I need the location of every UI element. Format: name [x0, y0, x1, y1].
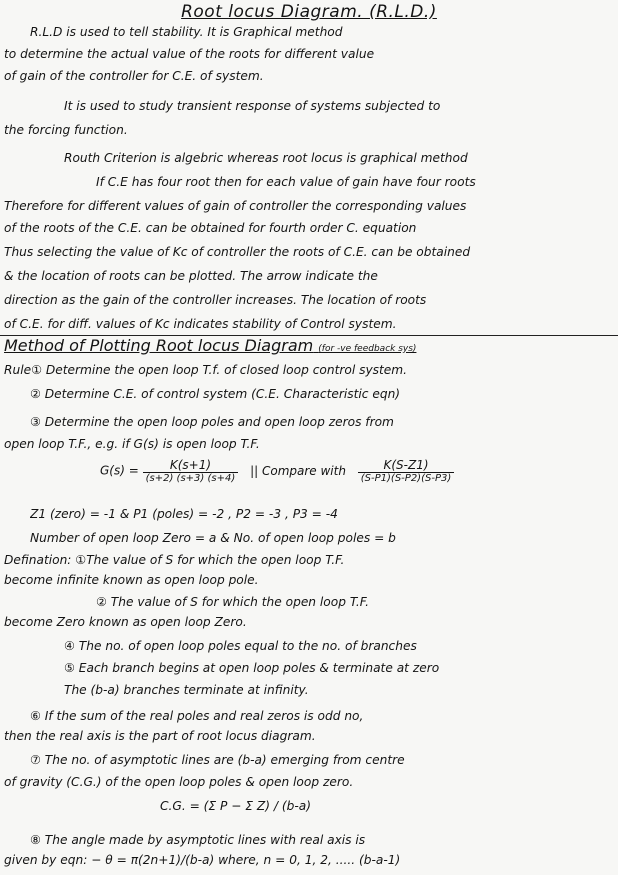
- rule-line: ② Determine C.E. of control system (C.E. Characteristic eqn): [30, 387, 401, 401]
- rule-line: open loop T.F., e.g. if G(s) is open loop T.F.: [4, 437, 260, 451]
- detail-line: ② The value of S for which the open loop T.F.: [96, 595, 370, 609]
- detail-line: then the real axis is the part of root locus diagram.: [4, 729, 316, 743]
- intro-line: & the location of roots can be plotted. The arrow indicate the: [4, 269, 378, 283]
- detail-line: ⑦ The no. of asymptotic lines are (b-a) emerging from centre: [30, 753, 405, 767]
- method-heading-text: Method of Plotting Root locus Diagram: [4, 336, 314, 355]
- detail-line: of gravity (C.G.) of the open loop poles & open loop zero.: [4, 775, 354, 789]
- intro-line: of C.E. for diff. values of Kc indicates stability of Control system.: [4, 317, 397, 331]
- detail-line: Number of open loop Zero = a & No. of open loop poles = b: [30, 531, 396, 545]
- intro-line: Thus selecting the value of Kc of controller the roots of C.E. can be obtained: [4, 245, 471, 259]
- intro-line: the forcing function.: [4, 123, 128, 137]
- formula-denominator-2: (S-P1)(S-P2)(S-P3): [360, 473, 452, 484]
- formula-compare: || Compare with: [250, 463, 346, 478]
- method-heading: [4, 336, 614, 355]
- intro-line: of the roots of the C.E. can be obtained for fourth order C. equation: [4, 221, 417, 235]
- intro-line: direction as the gain of the controller increases. The location of roots: [4, 293, 427, 307]
- detail-line: become infinite known as open loop pole.: [4, 573, 259, 587]
- method-note: (for -ve feedback sys): [318, 344, 417, 354]
- formula-lhs: G(s) =: [100, 463, 139, 478]
- detail-line: ⑤ Each branch begins at open loop poles & terminate at zero: [64, 661, 440, 675]
- detail-line: ⑥ If the sum of the real poles and real zeros is odd no,: [30, 709, 364, 723]
- intro-line: Routh Criterion is algebric whereas root locus is graphical method: [64, 151, 468, 165]
- detail-line: The (b-a) branches terminate at infinity.: [64, 683, 309, 697]
- intro-line: It is used to study transient response of systems subjected to: [64, 99, 441, 113]
- intro-line: If C.E has four root then for each value of gain have four roots: [96, 175, 476, 189]
- detail-line: C.G. = (Σ P − Σ Z) / (b-a): [160, 799, 311, 813]
- detail-line: ⑧ The angle made by asymptotic lines with real axis is: [30, 833, 366, 847]
- formula-numerator-1: K(s+1): [143, 458, 239, 473]
- page-title: Root locus Diagram. (R.L.D.): [181, 2, 437, 22]
- detail-line: ④ The no. of open loop poles equal to the no. of branches: [64, 639, 417, 653]
- detail-line: Defination: ①The value of S for which the open loop T.F.: [4, 553, 345, 567]
- detail-line: Z1 (zero) = -1 & P1 (poles) = -2 , P2 = -3 , P3 = -4: [30, 507, 338, 521]
- formula-fraction-1: [143, 458, 239, 484]
- detail-line: given by eqn: − θ = π(2n+1)/(b-a) where, n = 0, 1, 2, ..... (b-a-1): [4, 853, 401, 867]
- formula-numerator-2: K(S-Z1): [358, 458, 454, 473]
- intro-line: to determine the actual value of the roots for different value: [4, 47, 375, 61]
- rule-line: ③ Determine the open loop poles and open loop zeros from: [30, 415, 394, 429]
- formula-fraction-2: [358, 458, 454, 484]
- intro-line: of gain of the controller for C.E. of system.: [4, 69, 264, 83]
- intro-line: Therefore for different values of gain of controller the corresponding values: [4, 199, 467, 213]
- transfer-function-formula: [100, 458, 454, 484]
- rule-line: Rule① Determine the open loop T.f. of closed loop control system.: [4, 363, 408, 377]
- intro-line: R.L.D is used to tell stability. It is Graphical method: [30, 25, 343, 39]
- detail-line: become Zero known as open loop Zero.: [4, 615, 247, 629]
- formula-denominator-1: (s+2) (s+3) (s+4): [145, 473, 236, 484]
